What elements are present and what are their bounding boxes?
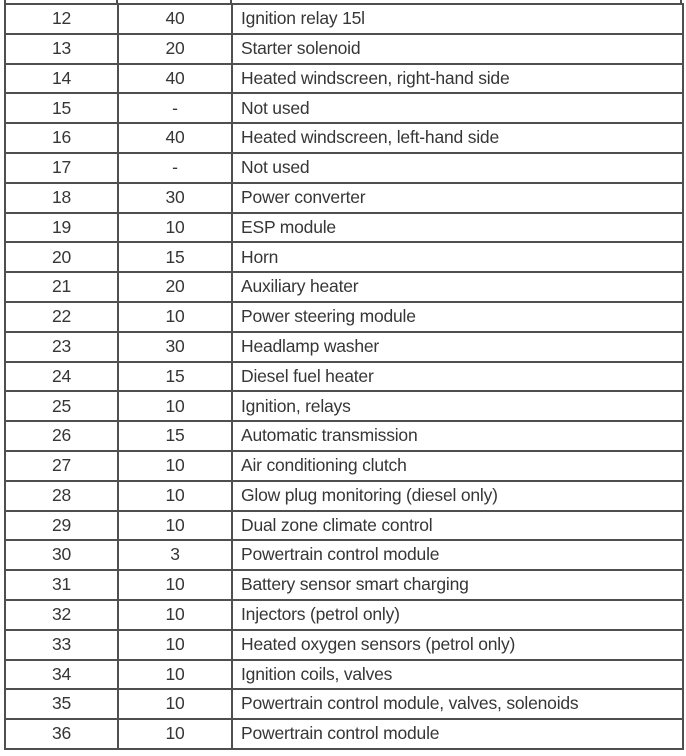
- fuse-description-cell: Not used: [232, 153, 683, 183]
- fuse-rating-cell: 10: [118, 511, 232, 541]
- fuse-description-cell: Powertrain control module: [232, 540, 683, 570]
- fuse-description-cell: Not used: [232, 93, 683, 123]
- fuse-description-cell: Headlamp washer: [232, 332, 683, 362]
- fuse-number-cell: 19: [5, 213, 118, 243]
- fuse-rating-cell: 40: [118, 123, 232, 153]
- table-row: [5, 511, 683, 541]
- fuse-number-cell: 34: [5, 660, 118, 690]
- fuse-description-cell: Horn: [232, 242, 683, 272]
- fuse-rating-cell: 10: [118, 689, 232, 719]
- table-row: [5, 600, 683, 630]
- table-row: [5, 570, 683, 600]
- fuse-description-cell: Powertrain control module, valves, solenoids: [232, 689, 683, 719]
- fuse-description-cell: Ignition, relays: [232, 391, 683, 421]
- fuse-number-cell: 23: [5, 332, 118, 362]
- fuse-rating-cell: 10: [118, 660, 232, 690]
- fuse-rating-cell: 3: [118, 540, 232, 570]
- fuse-description-cell: Injectors (petrol only): [232, 600, 683, 630]
- fuse-number-cell: 32: [5, 600, 118, 630]
- fuse-number-cell: 16: [5, 123, 118, 153]
- fuse-rating-cell: 20: [118, 34, 232, 64]
- table-row: [5, 451, 683, 481]
- fuse-description-cell: Diesel fuel heater: [232, 362, 683, 392]
- fuse-rating-cell: 10: [118, 391, 232, 421]
- table-row: [5, 213, 683, 243]
- fuse-number-cell: 30: [5, 540, 118, 570]
- fuse-description-cell: Starter solenoid: [232, 34, 683, 64]
- fuse-description-cell: Heated windscreen, left-hand side: [232, 123, 683, 153]
- fuse-description-cell: Battery sensor smart charging: [232, 570, 683, 600]
- fuse-number-cell: 12: [5, 4, 118, 34]
- fuse-rating-cell: 20: [118, 272, 232, 302]
- table-row: [5, 272, 683, 302]
- fuse-number-cell: 29: [5, 511, 118, 541]
- fuse-rating-cell: 10: [118, 719, 232, 749]
- fuse-rating-cell: 10: [118, 451, 232, 481]
- fuse-number-cell: 36: [5, 719, 118, 749]
- table-row: [5, 481, 683, 511]
- table-row: [5, 183, 683, 213]
- fuse-rating-cell: 40: [118, 4, 232, 34]
- fuse-description-cell: Auxiliary heater: [232, 272, 683, 302]
- table-row: [5, 242, 683, 272]
- table-row: [5, 540, 683, 570]
- table-row: [5, 391, 683, 421]
- fuse-rating-cell: 10: [118, 481, 232, 511]
- table-row: [5, 719, 683, 749]
- fuse-rating-cell: 10: [118, 600, 232, 630]
- fuse-rating-cell: 10: [118, 213, 232, 243]
- fuse-number-cell: 33: [5, 630, 118, 660]
- fuse-description-cell: Powertrain control module: [232, 719, 683, 749]
- fuse-rating-cell: -: [118, 93, 232, 123]
- fuse-description-cell: Glow plug monitoring (diesel only): [232, 481, 683, 511]
- table-row: [5, 302, 683, 332]
- table-row: [5, 64, 683, 94]
- fuse-number-cell: 22: [5, 302, 118, 332]
- fuse-number-cell: 17: [5, 153, 118, 183]
- fuse-rating-cell: -: [118, 153, 232, 183]
- fuse-number-cell: 15: [5, 93, 118, 123]
- table-row: [5, 362, 683, 392]
- fuse-number-cell: 14: [5, 64, 118, 94]
- fuse-rating-cell: 10: [118, 570, 232, 600]
- fuse-number-cell: 27: [5, 451, 118, 481]
- fuse-rating-cell: 15: [118, 242, 232, 272]
- fuse-rating-cell: 15: [118, 362, 232, 392]
- fuse-number-cell: 35: [5, 689, 118, 719]
- table-row: [5, 93, 683, 123]
- fuse-description-cell: Power steering module: [232, 302, 683, 332]
- fuse-description-cell: ESP module: [232, 213, 683, 243]
- fuse-rating-cell: 30: [118, 332, 232, 362]
- fuse-description-cell: Automatic transmission: [232, 421, 683, 451]
- table-row: [5, 123, 683, 153]
- fuse-specification-table: [4, 3, 684, 750]
- table-row: [5, 332, 683, 362]
- fuse-number-cell: 20: [5, 242, 118, 272]
- table-row: [5, 4, 683, 34]
- fuse-number-cell: 31: [5, 570, 118, 600]
- fuse-number-cell: 18: [5, 183, 118, 213]
- fuse-rating-cell: 30: [118, 183, 232, 213]
- table-row: [5, 34, 683, 64]
- fuse-number-cell: 13: [5, 34, 118, 64]
- fuse-number-cell: 25: [5, 391, 118, 421]
- fuse-rating-cell: 15: [118, 421, 232, 451]
- table-row: [5, 630, 683, 660]
- fuse-rating-cell: 10: [118, 630, 232, 660]
- table-row: [5, 660, 683, 690]
- fuse-number-cell: 28: [5, 481, 118, 511]
- fuse-description-cell: Dual zone climate control: [232, 511, 683, 541]
- fuse-number-cell: 21: [5, 272, 118, 302]
- fuse-description-cell: Ignition relay 15l: [232, 4, 683, 34]
- table-row: [5, 689, 683, 719]
- fuse-number-cell: 24: [5, 362, 118, 392]
- fuse-description-cell: Ignition coils, valves: [232, 660, 683, 690]
- fuse-description-cell: Heated oxygen sensors (petrol only): [232, 630, 683, 660]
- fuse-table-body: [5, 4, 683, 749]
- fuse-number-cell: 26: [5, 421, 118, 451]
- table-row: [5, 421, 683, 451]
- fuse-rating-cell: 40: [118, 64, 232, 94]
- fuse-description-cell: Air conditioning clutch: [232, 451, 683, 481]
- table-row: [5, 153, 683, 183]
- fuse-rating-cell: 10: [118, 302, 232, 332]
- fuse-description-cell: Power converter: [232, 183, 683, 213]
- fuse-description-cell: Heated windscreen, right-hand side: [232, 64, 683, 94]
